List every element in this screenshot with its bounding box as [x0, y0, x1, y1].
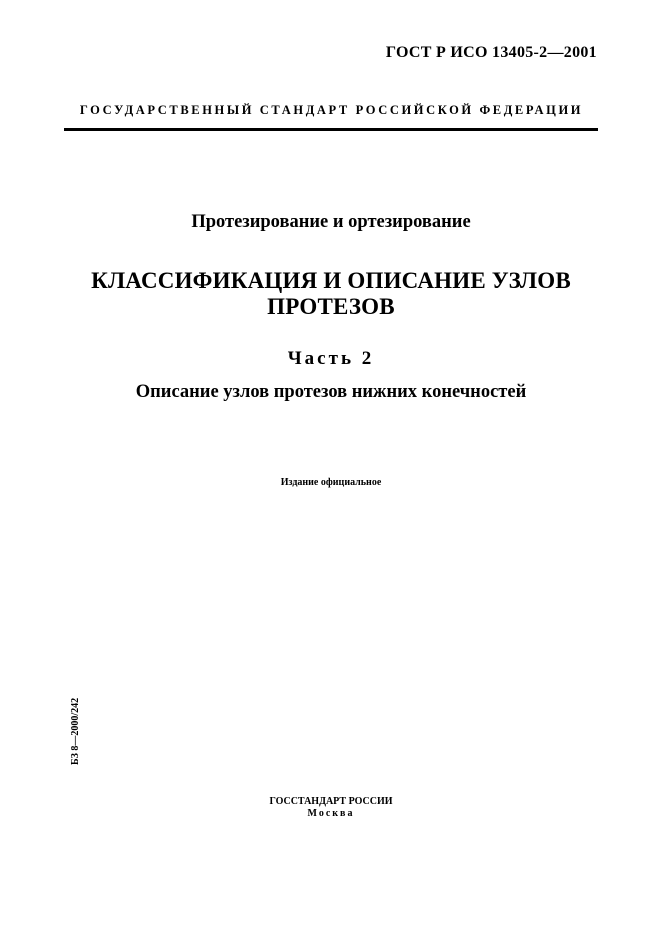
header-divider [64, 128, 598, 131]
publisher-name: ГОССТАНДАРТ РОССИИ [269, 796, 393, 807]
document-number: ГОСТ Р ИСО 13405-2—2001 [385, 44, 597, 61]
document-title [64, 268, 598, 320]
state-standard-heading: ГОСУДАРСТВЕННЫЙ СТАНДАРТ РОССИЙСКОЙ ФЕДЕРАЦИИ [79, 103, 584, 117]
document-title-line-1: КЛАССИФИКАЦИЯ И ОПИСАНИЕ УЗЛОВ [91, 268, 571, 293]
edition-label: Издание официальное [280, 477, 382, 488]
publisher-city: Москва [307, 808, 355, 819]
side-catalog-code: БЗ 8—2000/242 [70, 697, 81, 765]
part-title: Описание узлов протезов нижних конечностей [135, 382, 527, 402]
document-title-line-2: ПРОТЕЗОВ [267, 294, 395, 319]
part-label: Часть 2 [287, 348, 375, 369]
document-subject: Протезирование и ортезирование [191, 212, 471, 232]
